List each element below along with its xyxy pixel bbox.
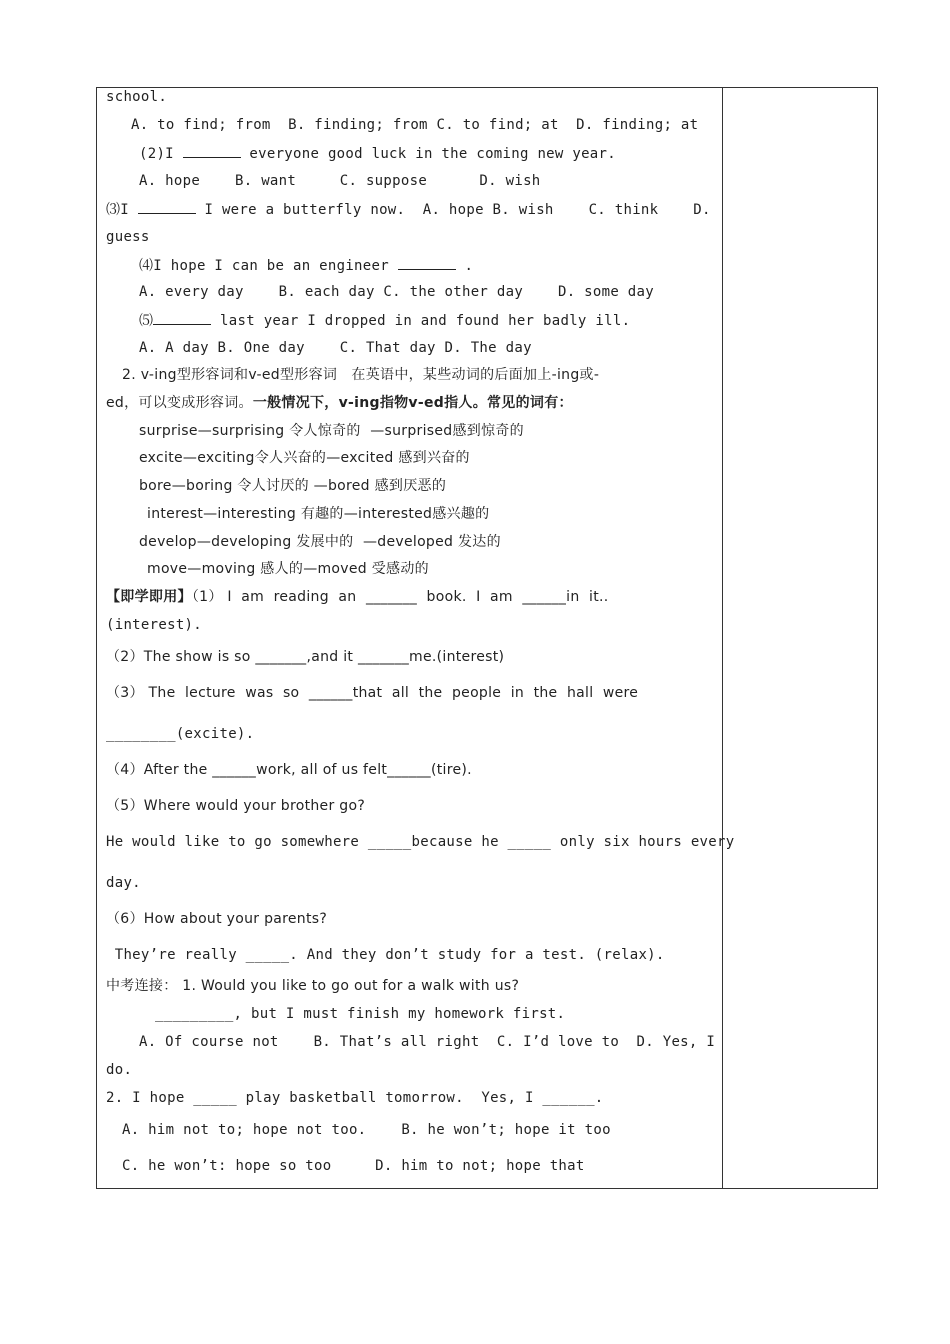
section-intro-text: ed，可以变成形容词。: [106, 395, 253, 411]
practice-6: （6）How about your parents?: [106, 911, 328, 927]
question-3: [106, 200, 711, 219]
question-2-number: (2)I: [139, 146, 174, 162]
word-pair: bore—boring 令人讨厌的 —bored 感到厌恶的: [139, 478, 447, 494]
question-5-number: ⑸: [139, 313, 154, 329]
question-2-text: everyone good luck in the coming new year.: [249, 146, 616, 162]
question-3-number: ⑶I: [106, 202, 130, 218]
practice-1-text: （1） I am reading an _______ book. I am ______in it..: [191, 589, 609, 605]
practice-4: （4）After the ______work, all of us felt______(tire).: [106, 762, 472, 778]
answer-blank: [398, 256, 456, 270]
section-heading: 2. v-ing型形容词和v-ed型形容词 在英语中，某些动词的后面加上-ing或-: [122, 367, 600, 383]
practice-heading: 【即学即用】: [106, 589, 192, 605]
question-4: [139, 256, 473, 275]
question-4-text: ⑷I hope I can be an engineer: [139, 258, 389, 274]
answer-blank: [183, 144, 241, 158]
exam-question-2-options: A. him not to; hope not too. B. he won’t; hope it too: [122, 1122, 611, 1138]
text-line: guess: [106, 229, 150, 245]
word-pair: excite—exciting令人兴奋的—excited 感到兴奋的: [139, 450, 470, 466]
practice-2: （2）The show is so _______,and it _______me.(interest): [106, 649, 505, 665]
text-line: ________(excite).: [106, 726, 255, 742]
question-4-end: .: [464, 258, 474, 274]
text-line: day.: [106, 875, 141, 891]
text-line: He would like to go somewhere _____because he _____ only six hours every: [106, 834, 735, 850]
question-3-text: I were a butterfly now. A. hope B. wish C. think D.: [204, 202, 711, 218]
question-1-options: A. to find; from B. finding; from C. to find; at D. finding; at: [131, 117, 699, 133]
text-line: school.: [106, 89, 168, 105]
answer-blank: [153, 311, 211, 325]
exam-question-1: 1. Would you like to go out for a walk with us?: [177, 978, 520, 994]
question-4-options: A. every day B. each day C. the other day D. some day: [139, 284, 654, 300]
practice-1: [106, 588, 609, 606]
text-line: (interest).: [106, 617, 203, 633]
answer-blank: [138, 200, 196, 214]
question-5: [139, 311, 630, 330]
section-intro: [106, 394, 573, 412]
exam-question-1-options: A. Of course not B. That’s all right C. I’d love to D. Yes, I: [139, 1034, 716, 1050]
word-pair: move—moving 感人的—moved 受感动的: [147, 561, 429, 577]
section-rule: 一般情况下，v-ing指物v-ed指人。常见的词有：: [252, 395, 573, 411]
column-divider: [722, 88, 723, 1188]
word-pair: develop—developing 发展中的 —developed 发达的: [139, 534, 501, 550]
text-line: do.: [106, 1062, 133, 1078]
word-pair: surprise—surprising 令人惊奇的 —surprised感到惊奇的: [139, 423, 524, 439]
exam-link: [106, 977, 519, 995]
question-5-text: last year I dropped in and found her badly ill.: [220, 313, 631, 329]
exam-question-2-options: C. he won’t: hope so too D. him to not; hope that: [122, 1158, 585, 1174]
question-5-options: A. A day B. One day C. That day D. The day: [139, 340, 532, 356]
worksheet-table: [96, 87, 878, 1189]
question-2: [139, 144, 616, 163]
practice-3: （3） The lecture was so ______that all the people in the hall were: [106, 685, 639, 701]
question-2-options: A. hope B. want C. suppose D. wish: [139, 173, 541, 189]
exam-question-2: 2. I hope _____ play basketball tomorrow. Yes, I ______.: [106, 1090, 604, 1106]
text-line: They’re really _____. And they don’t study for a test. (relax).: [106, 947, 665, 963]
exam-link-heading: 中考连接：: [106, 978, 178, 994]
practice-5: （5）Where would your brother go?: [106, 798, 366, 814]
text-line: _________, but I must finish my homework first.: [155, 1006, 566, 1022]
word-pair: interest—interesting 有趣的—interested感兴趣的: [147, 506, 490, 522]
